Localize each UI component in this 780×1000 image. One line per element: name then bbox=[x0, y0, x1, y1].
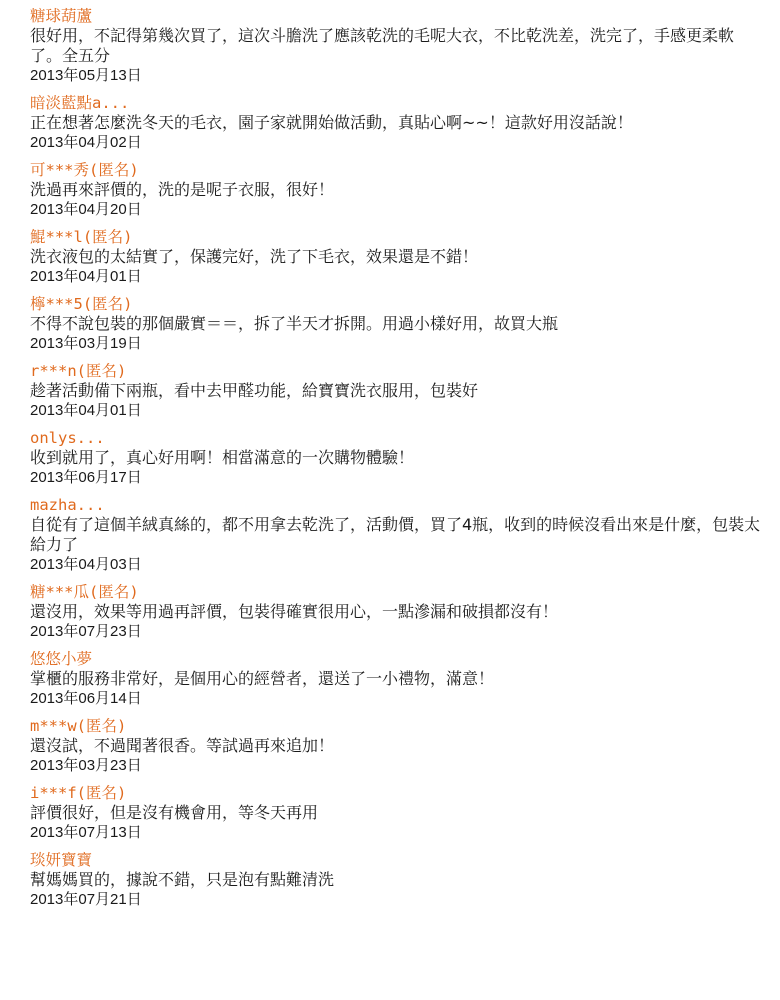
review-comment: 不得不說包裝的那個嚴實＝＝，拆了半天才拆開。用過小樣好用，故買大瓶 bbox=[30, 314, 559, 333]
reviewer-name[interactable]: 可***秀(匿名) bbox=[30, 161, 139, 179]
reviewer-name[interactable]: onlys... bbox=[30, 429, 105, 447]
reviewer-name[interactable]: 暗淡藍點a... bbox=[30, 94, 130, 112]
review-comment: 幫媽媽買的，據說不錯，只是泡有點難清洗 bbox=[30, 870, 335, 889]
review-item bbox=[30, 716, 765, 776]
review-date: 2013年04月02日 bbox=[30, 134, 142, 151]
reviewer-name[interactable]: 悠悠小夢 bbox=[30, 650, 93, 668]
review-date: 2013年06月14日 bbox=[30, 690, 142, 707]
review-comment: 還沒用，效果等用過再評價，包裝得確實很用心，一點滲漏和破損都沒有！ bbox=[30, 602, 559, 621]
review-comment: 收到就用了，真心好用啊！相當滿意的一次購物體驗！ bbox=[30, 448, 415, 467]
review-item bbox=[30, 6, 765, 86]
review-item bbox=[30, 361, 765, 421]
review-date: 2013年05月13日 bbox=[30, 67, 142, 84]
reviewer-name[interactable]: 檸***5(匿名) bbox=[30, 295, 133, 313]
review-comment: 洗過再來評價的，洗的是呢子衣服，很好！ bbox=[30, 180, 335, 199]
review-item bbox=[30, 160, 765, 220]
review-date: 2013年07月13日 bbox=[30, 824, 142, 841]
review-date: 2013年04月20日 bbox=[30, 201, 142, 218]
reviewer-name[interactable]: 琰妍寶寶 bbox=[30, 851, 93, 869]
review-item bbox=[30, 783, 765, 843]
review-comment: 掌櫃的服務非常好，是個用心的經營者，還送了一小禮物，滿意！ bbox=[30, 669, 495, 688]
reviewer-name[interactable]: i***f(匿名) bbox=[30, 784, 127, 802]
review-date: 2013年06月17日 bbox=[30, 469, 142, 486]
review-comment: 還沒試，不過聞著很香。等試過再來追加！ bbox=[30, 736, 335, 755]
reviewer-name[interactable]: 糖球葫蘆 bbox=[30, 7, 93, 25]
review-date: 2013年04月03日 bbox=[30, 556, 142, 573]
review-date: 2013年03月23日 bbox=[30, 757, 142, 774]
review-item bbox=[30, 93, 765, 153]
review-date: 2013年03月19日 bbox=[30, 335, 142, 352]
review-item bbox=[30, 428, 765, 488]
reviewer-name[interactable]: 糖***瓜(匿名) bbox=[30, 583, 139, 601]
review-date: 2013年04月01日 bbox=[30, 402, 142, 419]
review-item bbox=[30, 649, 765, 709]
review-comment: 正在想著怎麼洗冬天的毛衣，園子家就開始做活動，真貼心啊~~！這款好用沒話說！ bbox=[30, 113, 633, 132]
review-comment: 自從有了這個羊絨真絲的，都不用拿去乾洗了，活動價，買了4瓶，收到的時候沒看出來是什麼，包裝太給力了 bbox=[30, 515, 761, 554]
reviewer-name[interactable]: 鯤***l(匿名) bbox=[30, 228, 133, 246]
review-date: 2013年07月23日 bbox=[30, 623, 142, 640]
reviewer-name[interactable]: mazha... bbox=[30, 496, 105, 514]
review-list bbox=[30, 6, 765, 917]
review-item bbox=[30, 582, 765, 642]
review-item bbox=[30, 294, 765, 354]
review-item bbox=[30, 227, 765, 287]
review-item bbox=[30, 495, 765, 575]
reviewer-name[interactable]: r***n(匿名) bbox=[30, 362, 127, 380]
review-comment: 評價很好，但是沒有機會用，等冬天再用 bbox=[30, 803, 319, 822]
reviewer-name[interactable]: m***w(匿名) bbox=[30, 717, 127, 735]
review-date: 2013年04月01日 bbox=[30, 268, 142, 285]
review-date: 2013年07月21日 bbox=[30, 891, 142, 908]
review-item bbox=[30, 850, 765, 910]
review-comment: 很好用，不記得第幾次買了，這次斗膽洗了應該乾洗的毛呢大衣，不比乾洗差，洗完了，手感更柔軟了。全五分 bbox=[30, 26, 735, 65]
review-comment: 洗衣液包的太結實了，保護完好，洗了下毛衣，效果還是不錯！ bbox=[30, 247, 479, 266]
review-comment: 趁著活動備下兩瓶，看中去甲醛功能，給寶寶洗衣服用，包裝好 bbox=[30, 381, 479, 400]
